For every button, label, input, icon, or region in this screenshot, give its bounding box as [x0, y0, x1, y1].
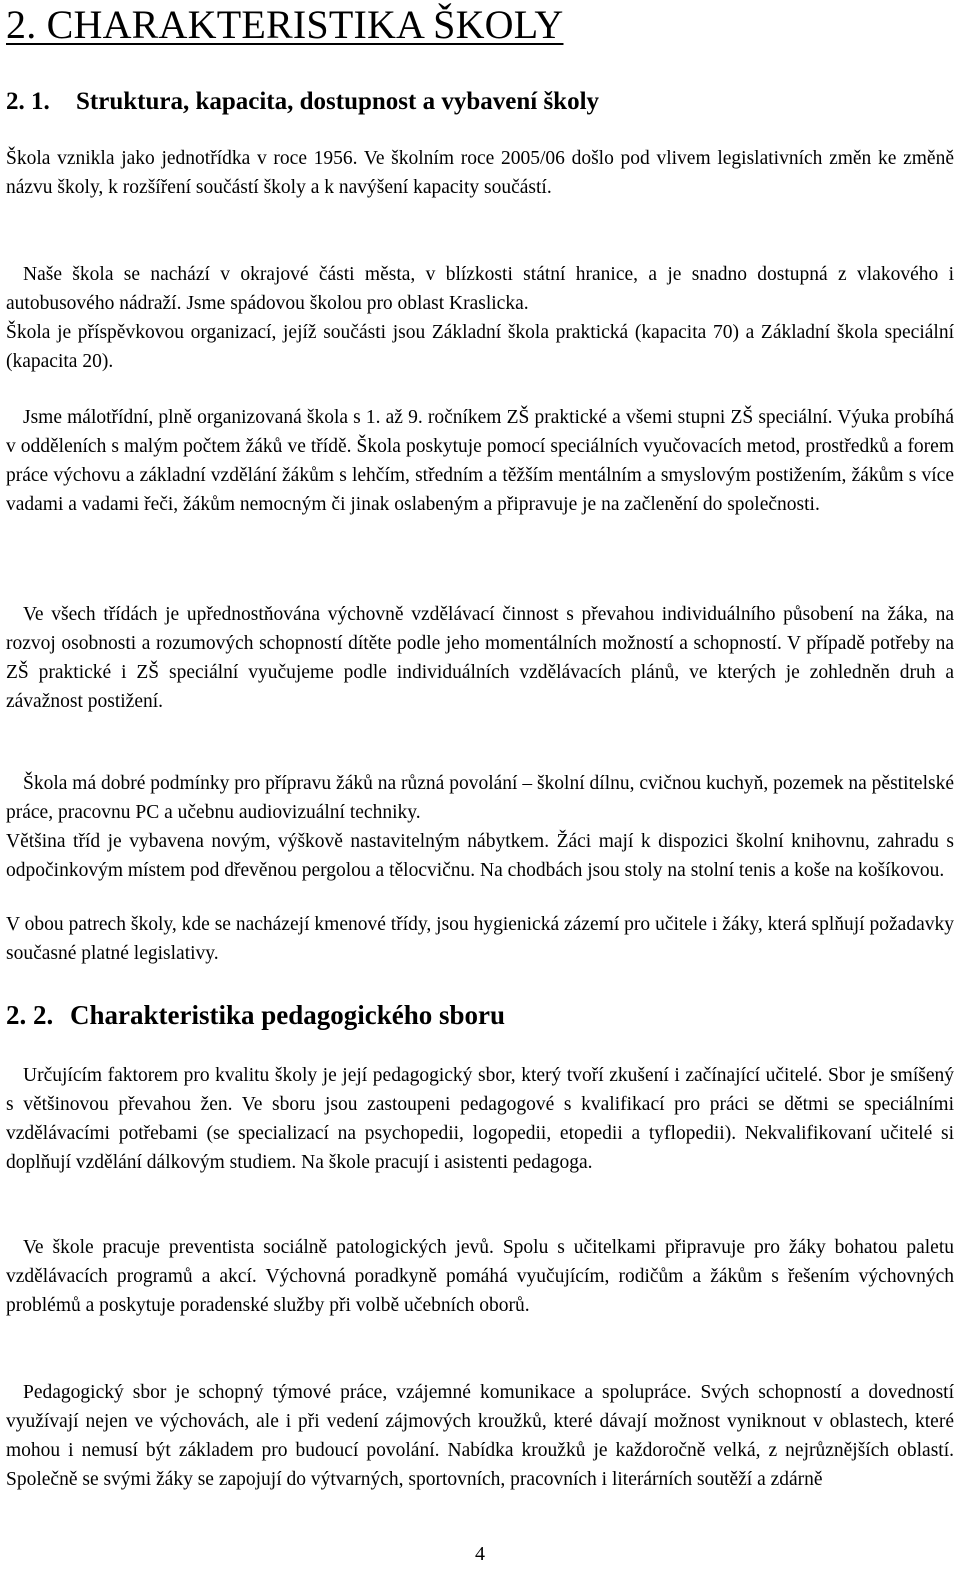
paragraph: V obou patrech školy, kde se nacházejí kmenové třídy, jsou hygienická zázemí pro učitele i žáky, která splňují požadavky současné platné legislativy. — [6, 914, 954, 964]
paragraph: Škola vznikla jako jednotřídka v roce 1956. Ve školním roce 2005/06 došlo pod vlivem legislativních změn ke změně názvu školy, k rozšíření součástí školy a k navýšení kapacity součástí. — [6, 148, 954, 198]
page-number: 4 — [475, 1543, 485, 1565]
paragraph: Jsme málotřídní, plně organizovaná škola s 1. až 9. ročníkem ZŠ praktické a všemi stupni ZŠ speciální. Výuka probíhá v odděleních s malým počtem žáků ve třídě. Škola poskytuje pomocí speciálních vyučovacích metod, prostředků a forem práce výchovu a základní vzdělání žákům s lehčím, středním a těžším mentálním a smyslovým postižením, žákům s více vadami a vadami řeči, žákům nemocným či jinak oslabeným a připravuje je na začlenění do společnosti. — [6, 407, 954, 515]
paragraph: Pedagogický sbor je schopný týmové práce, vzájemné komunikace a spolupráce. Svých schopností a dovedností využívají nejen ve výchovách, ale i při vedení zájmových kroužků, které dávají možnost vyniknout v oblastech, které mohou i nemusí být základem pro budoucí povolání. Nabídka kroužků je každoročně velká, z nejrůznějších oblastí. Společně se svými žáky se zapojují do výtvarných, sportovních, pracovních i literárních soutěží a zdárně — [6, 1382, 954, 1490]
section-title: Struktura, kapacita, dostupnost a vybavení školy — [76, 88, 600, 115]
section-heading-structure — [6, 86, 599, 118]
section-number: 2. 2. — [6, 1000, 54, 1030]
paragraph: Škola má dobré podmínky pro přípravu žáků na různá povolání – školní dílnu, cvičnou kuchyň, pozemek na pěstitelské práce, pracovnu PC a učebnu audiovizuální techniky. — [6, 773, 954, 823]
section-title: Charakteristika pedagogického sboru — [70, 1000, 506, 1030]
paragraph: Určujícím faktorem pro kvalitu školy je její pedagogický sbor, který tvoří zkušení i začínající učitelé. Sbor je smíšený s většinovou převahou žen. Ve sboru jsou zastoupeni pedagogové s kvalifikací pro práci se dětmi se speciálními vzdělávacími potřebami (se specializací na psychopedii, logopedii, etopedii a tyflopedii). Nekvalifikovaní učitelé si doplňují vzdělání dálkovým studiem. Na škole pracují i asistenti pedagoga. — [6, 1065, 954, 1173]
paragraph: Ve všech třídách je upřednostňována výchovně vzdělávací činnost s převahou individuálního působení na žáka, na rozvoj osobnosti a rozumových schopností dítěte podle jeho momentálních možností a schopností. V případě potřeby na ZŠ praktické i ZŠ speciální vyučujeme podle individuálních vzdělávacích plánů, ve kterých je zohledněn druh a závažnost postižení. — [6, 604, 954, 712]
chapter-title: 2. CHARAKTERISTIKA ŠKOLY — [6, 2, 564, 47]
paragraph: Ve škole pracuje preventista sociálně patologických jevů. Spolu s učitelkami připravuje pro žáky bohatou paletu vzdělávacích programů a akcí. Výchovná poradkyně pomáhá vyučujícím, rodičům a žákům s řešením výchovných problémů a poskytuje poradenské služby při volbě učebních oborů. — [6, 1237, 954, 1316]
paragraph: Škola je příspěvkovou organizací, jejíž součásti jsou Základní škola praktická (kapacita 70) a Základní škola speciální (kapacita 20). — [6, 322, 954, 372]
paragraph: Naše škola se nachází v okrajové části města, v blízkosti státní hranice, a je snadno dostupná z vlakového i autobusového nádraží. Jsme spádovou školou pro oblast Kraslicka. — [6, 264, 954, 314]
paragraph: Většina tříd je vybavena novým, výškově nastavitelným nábytkem. Žáci mají k dispozici školní knihovnu, zahradu s odpočinkovým místem pod dřevěnou pergolou a tělocvičnu. Na chodbách jsou stoly na stolní tenis a koše na košíkovou. — [6, 831, 954, 881]
section-number: 2. 1. — [6, 88, 50, 115]
section-heading-staff — [6, 998, 505, 1032]
